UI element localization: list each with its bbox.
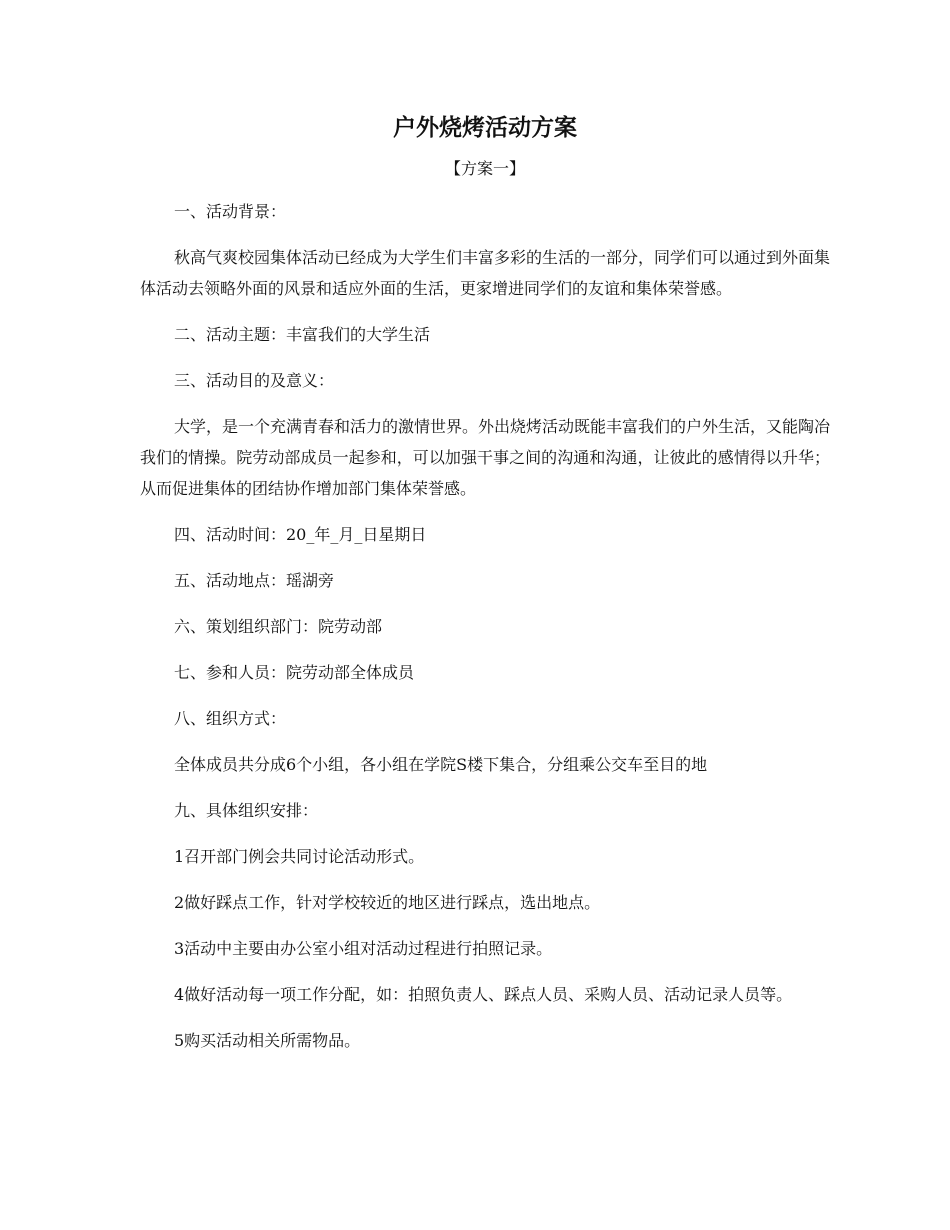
section-method-heading: 八、组织方式： xyxy=(174,709,287,728)
section-participants: 七、参和人员：院劳动部全体成员 xyxy=(174,663,415,682)
section-purpose-heading: 三、活动目的及意义： xyxy=(174,371,335,390)
section-background-body: 秋高气爽校园集体活动已经成为大学生们丰富多彩的生活的一部分，同学们可以通过到外面集体活动去领略外面的风景和适应外面的生活，更家增进同学们的友谊和集体荣誉感。 xyxy=(140,248,831,298)
section-organizer: 六、策划组织部门：院劳动部 xyxy=(174,617,383,636)
section-purpose-body: 大学，是一个充满青春和活力的激情世界。外出烧烤活动既能丰富我们的户外生活，又能陶冶我们的情操。院劳动部成员一起参和，可以加强干事之间的沟通和沟通，让彼此的感情得以升华；从而促进集体的团结协作增加部门集体荣誉感。 xyxy=(140,417,831,498)
section-background-heading: 一、活动背景： xyxy=(174,202,287,221)
arrangement-item-4: 4做好活动每一项工作分配，如：拍照负责人、踩点人员、采购人员、活动记录人员等。 xyxy=(174,985,793,1004)
arrangement-item-3: 3活动中主要由办公室小组对活动过程进行拍照记录。 xyxy=(174,939,553,958)
section-method-body: 全体成员共分成6个小组，各小组在学院S楼下集合，分组乘公交车至目的地 xyxy=(174,755,708,774)
arrangement-item-1: 1召开部门例会共同讨论活动形式。 xyxy=(174,847,425,866)
section-time: 四、活动时间：20_年_月_日星期日 xyxy=(174,525,427,544)
document-title: 户外烧烤活动方案 xyxy=(393,115,577,141)
section-arrangement-heading: 九、具体组织安排： xyxy=(174,801,319,820)
section-location: 五、活动地点：瑶湖旁 xyxy=(174,571,335,590)
document-page xyxy=(140,110,830,1071)
arrangement-item-2: 2做好踩点工作，针对学校较近的地区进行踩点，选出地点。 xyxy=(174,893,601,912)
arrangement-item-5: 5购买活动相关所需物品。 xyxy=(174,1031,361,1050)
document-subtitle: 【方案一】 xyxy=(444,159,525,178)
section-theme: 二、活动主题：丰富我们的大学生活 xyxy=(174,325,431,344)
